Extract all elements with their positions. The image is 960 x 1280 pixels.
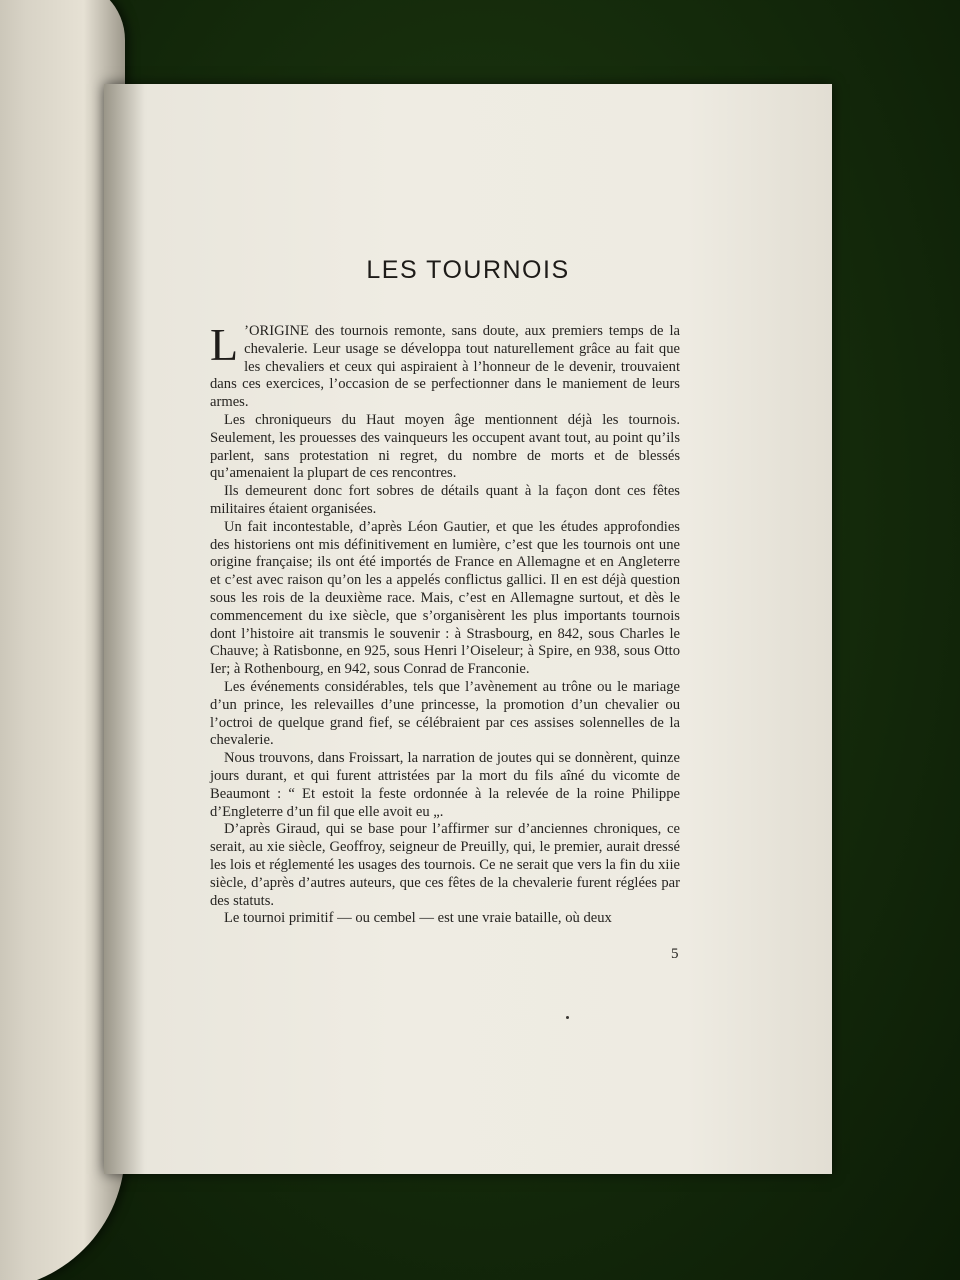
page-number: 5 <box>671 946 679 962</box>
paragraph-6: Nous trouvons, dans Froissart, la narration de joutes qui se donnèrent, quinze jours durant, et qui furent attristées par la mort du fils aîné du vicomte de Beaumont : “ Et estoit la feste ordonnée à la relevée de la roine Philippe d’Engleterre d’un fil que elle avoit eu „. <box>210 750 680 820</box>
paragraph-8: Le tournoi primitif — ou cembel — est une vraie bataille, où deux <box>224 910 612 927</box>
body-text <box>210 319 680 928</box>
paragraph-4: Un fait incontestable, d’après Léon Gautier, et que les études approfondies des historiens ont mis définitivement en lumière, c’est que les tournois ont une origine française; ils ont été importés de France en Allemagne et en Angleterre et c’est avec raison qu’on les a appelés conflictus gallici. Il en est déjà question sous les rois de la deuxième race. Mais, c’est en Allemagne surtout, et dès le commencement du ixe siècle, que s’organisèrent les plus importants tournois dont l’histoire ait transmis le souvenir : à Strasbourg, en 842, sous Charles le Chauve; à Ratisbonne, en 925, sous Henri l’Oiseleur; à Spire, en 938, sous Otto Ier; à Rothenbourg, en 942, sous Conrad de Franconie. <box>210 518 680 678</box>
chapter-title: LES TOURNOIS <box>366 256 570 284</box>
drop-cap: L <box>210 319 239 370</box>
book-page <box>104 84 832 1174</box>
paragraph-1: L ’ORIGINE des tournois remonte, sans doute, aux premiers temps de la chevalerie. Leur usage se développa tout naturellement grâce au fait que les chevaliers et ceux qui aspiraient à l’honneur de le devenir, trouvaient dans ces exercices, l’occasion de se perfectionner dans le maniement de leurs armes. <box>210 319 680 411</box>
paragraph-7: D’après Giraud, qui se base pour l’affirmer sur d’anciennes chroniques, ce serait, au xie siècle, Geoffroy, seigneur de Preuilly, qui, le premier, aurait dressé les lois et réglementé les usages des tournois. Ce ne serait que vers la fin du xiie siècle, d’après d’autres auteurs, que ces fêtes de la chevalerie furent réglées par des statuts. <box>210 821 680 909</box>
paper-speck <box>566 1016 569 1019</box>
paragraph-5: Les événements considérables, tels que l’avènement au trône ou le mariage d’un prince, les relevailles d’une princesse, la promotion d’un chevalier ou l’octroi de quelque grand fief, se célébraient par ces assises solennelles de la chevalerie. <box>210 678 680 749</box>
paragraph-3: Ils demeurent donc fort sobres de détails quant à la façon dont ces fêtes militaires étaient organisées. <box>210 483 680 517</box>
paragraph-2: Les chroniqueurs du Haut moyen âge mentionnent déjà les tournois. Seulement, les prouesses des vainqueurs les occupent avant tout, au point qu’ils parlent, sans protestation ni regret, du nombre de morts et de blessés qu’amenaient la plupart de ces rencontres. <box>210 411 680 482</box>
gutter-shadow <box>104 84 144 1174</box>
